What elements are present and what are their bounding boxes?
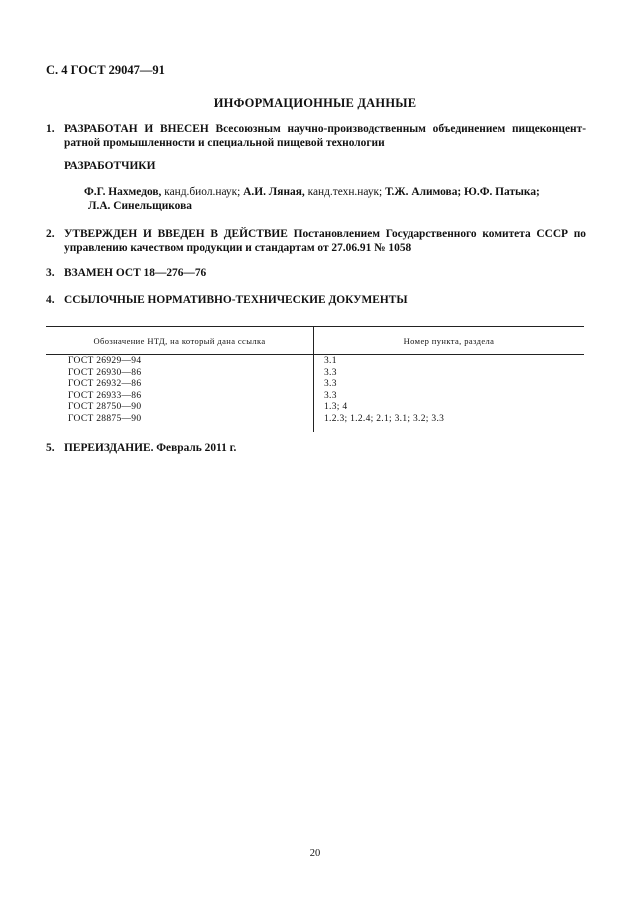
- table-cell-doc: ГОСТ 26932—86: [68, 379, 142, 389]
- table-row: [46, 391, 584, 403]
- developer-4-name: Л.А. Синельщикова: [88, 200, 192, 212]
- table-top-rule: [46, 326, 584, 327]
- table-cell-doc: ГОСТ 26930—86: [68, 367, 142, 378]
- table-header-clause: Номер пункта, раздела: [403, 336, 495, 346]
- item-4-text: ССЫЛОЧНЫЕ НОРМАТИВНО-ТЕХНИЧЕСКИЕ ДОКУМЕНТЫ: [64, 294, 408, 306]
- developer-2-degree: канд.техн.наук;: [304, 186, 386, 198]
- table-cell-doc: ГОСТ 26933—86: [68, 390, 142, 401]
- item-3-text: ВЗАМЕН ОСТ 18—276—76: [64, 267, 207, 279]
- item-4: [46, 293, 586, 307]
- item-5-number: 5.: [46, 442, 55, 454]
- table-cell-clause: 3.3: [324, 367, 337, 378]
- table-header-rule: [46, 354, 584, 355]
- table-cell-doc: ГОСТ 28875—90: [68, 413, 142, 424]
- table-body: [46, 356, 584, 425]
- developer-2-name: А.И. Ляная,: [243, 186, 305, 198]
- item-1-text: Всесоюзным научно-производственным объединением пищеконцент-ратной промышленности и специальной пищевой технологии: [64, 123, 587, 149]
- item-1: [46, 122, 586, 150]
- item-2-lead: УТВЕРЖДЕН И ВВЕДЕН В ДЕЙСТВИЕ: [64, 228, 288, 240]
- table-header-document: Обозначение НТД, на который дана ссылка: [93, 336, 266, 346]
- item-3: [46, 266, 586, 280]
- item-3-number: 3.: [46, 267, 55, 279]
- developer-1-degree: канд.биол.наук;: [161, 186, 244, 198]
- item-5-text: ПЕРЕИЗДАНИЕ. Февраль 2011 г.: [64, 442, 237, 454]
- table-row: [46, 414, 584, 426]
- developer-3-names: Т.Ж. Алимова; Ю.Ф. Патыка;: [385, 186, 540, 198]
- table-cell-clause: 3.3: [324, 390, 337, 401]
- page-header: С. 4 ГОСТ 29047—91: [46, 63, 165, 77]
- table-cell-clause: 3.3: [324, 379, 337, 389]
- page-number: 20: [309, 848, 321, 859]
- item-1-lead: РАЗРАБОТАН И ВНЕСЕН: [64, 123, 209, 135]
- table-cell-doc: ГОСТ 26929—94: [68, 356, 142, 366]
- item-1-body: [64, 122, 586, 150]
- section-title: ИНФОРМАЦИОННЫЕ ДАННЫЕ: [213, 96, 417, 110]
- table-cell-clause: 1.2.3; 1.2.4; 2.1; 3.1; 3.2; 3.3: [324, 413, 445, 424]
- item-2-body: [64, 227, 586, 255]
- table-row: [46, 356, 584, 368]
- item-2-number: 2.: [46, 228, 55, 240]
- item-5: [46, 441, 586, 455]
- item-4-number: 4.: [46, 294, 55, 306]
- item-1-number: 1.: [46, 123, 55, 135]
- table-cell-doc: ГОСТ 28750—90: [68, 402, 142, 412]
- table-row: [46, 402, 584, 414]
- item-2-text: Постановлением Государственного комитета СССР по управлению качеством продукции и стандартам от 27.06.91 № 1058: [64, 228, 586, 254]
- item-2: [46, 227, 586, 255]
- table-row: [46, 368, 584, 380]
- developer-1-name: Ф.Г. Нахмедов,: [84, 186, 162, 198]
- table-cell-clause: 1.3; 4: [324, 402, 348, 412]
- developers-title: РАЗРАБОТЧИКИ: [64, 160, 156, 172]
- table-cell-clause: 3.1: [324, 356, 337, 366]
- table-row: [46, 379, 584, 391]
- developers-list: [84, 185, 586, 213]
